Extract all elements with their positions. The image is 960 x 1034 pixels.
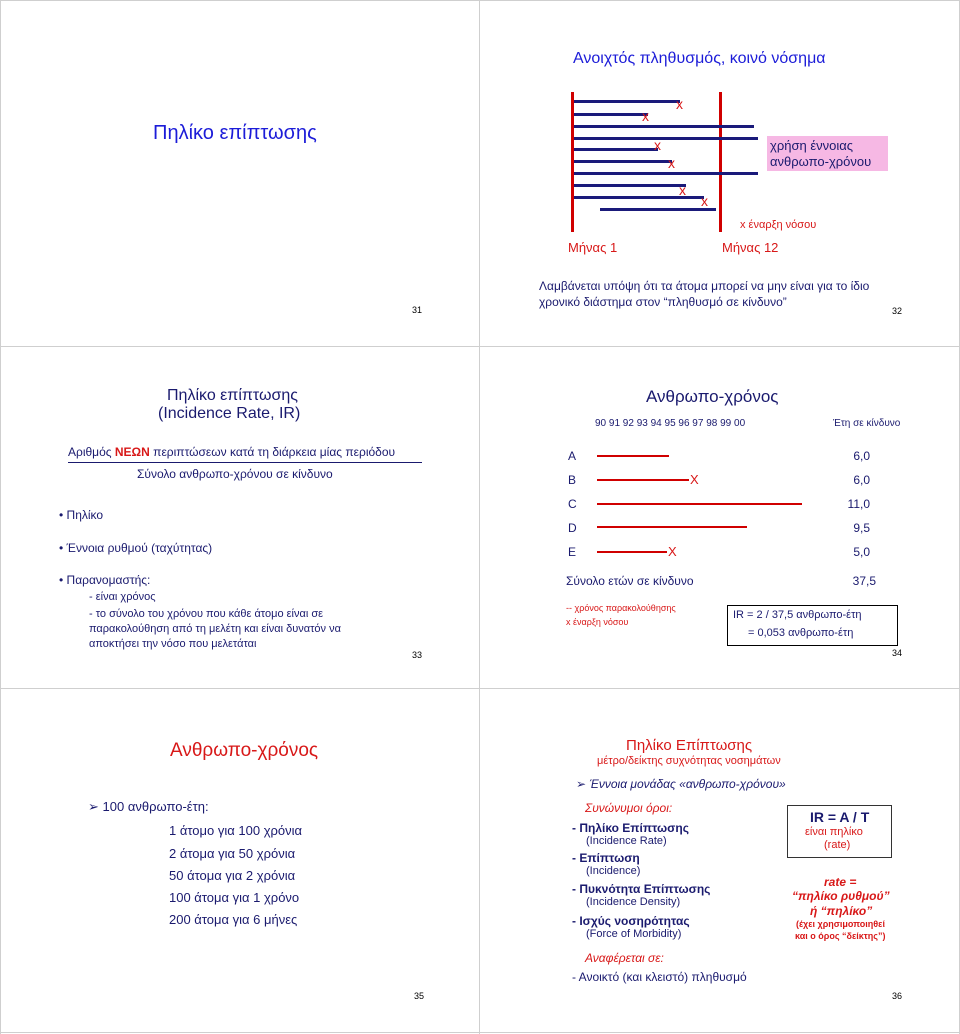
list-item: 1 άτομο για 100 χρόνια [169, 823, 303, 838]
page-number: 34 [892, 648, 903, 658]
concept-line: ➢ Έννοια μονάδας «ανθρωπο-χρόνου» [576, 777, 786, 791]
slide-title: Πηλίκο επίπτωσης [167, 387, 298, 404]
onset-marker: x [679, 182, 686, 198]
sub-item: αποκτήσει την νόσο που μελετάται [89, 638, 257, 650]
frame-center [479, 0, 480, 1034]
page-number: 31 [412, 305, 423, 315]
note-line: χρονικό διάστημα στον “πληθυσμό σε κίνδυνο” [539, 295, 787, 309]
formula-denominator: Σύνολο ανθρωπο-χρόνου σε κίνδυνο [137, 467, 333, 481]
month-12-label: Μήνας 12 [722, 240, 779, 255]
onset-marker: x [668, 155, 675, 171]
synonym-term: - Ισχύς νοσηρότητας [572, 914, 690, 928]
row-value: 6,0 [853, 473, 870, 487]
slide-subtitle: (Incidence Rate, IR) [158, 405, 301, 422]
bullet-item: • Πηλίκο [59, 508, 104, 522]
ir-line: IR = 2 / 37,5 ανθρωπο-έτη [733, 609, 862, 621]
slide-title: Πηλίκο Επίπτωσης [626, 737, 753, 754]
synonym-english: (Incidence Density) [586, 896, 681, 908]
row-value: 5,0 [853, 545, 870, 559]
arrow-bullet-icon: ➢ [576, 777, 587, 791]
row-value: 6,0 [853, 449, 870, 463]
slide-subtitle: μέτρο/δείκτης συχνότητας νοσημάτων [597, 755, 781, 767]
fraction-bar [68, 462, 422, 463]
ir-formula: IR = A / T [810, 809, 870, 825]
followup-bar [597, 551, 667, 553]
onset-marker: x [654, 137, 661, 153]
end-marker-line [719, 92, 722, 232]
followup-line [574, 172, 758, 175]
frame-left [0, 0, 1, 1034]
slide-title: Ανοιχτός πληθυσμός, κοινό νόσημα [573, 50, 826, 67]
onset-marker: X [668, 544, 677, 559]
callout-line: ανθρωπο-χρόνου [770, 154, 872, 169]
page-number: 32 [892, 306, 903, 316]
followup-line [600, 208, 716, 211]
callout-line: χρήση έννοιας [770, 138, 854, 153]
rate-note: και ο όρος “δείκτης”) [795, 931, 886, 941]
list-heading: ➢ 100 ανθρωπο-έτη: [88, 799, 209, 814]
slide-title: Πηλίκο επίπτωσης [153, 122, 317, 144]
sub-item: - είναι χρόνος [89, 591, 156, 603]
year-scale: 90 91 92 93 94 95 96 97 98 99 00 [595, 418, 746, 429]
row-label: E [568, 545, 577, 559]
legend-line: -- χρόνος παρακολούθησης [566, 603, 676, 613]
followup-line [574, 125, 754, 128]
slide-title: Ανθρωπο-χρόνος [170, 740, 319, 761]
row-label: C [568, 497, 577, 511]
page-number: 36 [892, 991, 903, 1001]
followup-bar [597, 503, 802, 505]
years-at-risk-label: Έτη σε κίνδυνο [833, 418, 901, 429]
followup-line [574, 148, 658, 151]
row-value: 11,0 [847, 497, 870, 511]
page-number: 35 [414, 991, 425, 1001]
synonym-term: - Επίπτωση [572, 851, 640, 865]
refers-item: - Ανοικτό (και κλειστό) πληθυσμό [572, 970, 747, 984]
synonym-english: (Incidence Rate) [586, 835, 667, 847]
onset-marker: X [690, 472, 699, 487]
list-item: 200 άτομα για 6 μήνες [169, 912, 298, 927]
row-label: A [568, 449, 577, 463]
frame-bottom [0, 1032, 960, 1033]
list-item: 50 άτομα για 2 χρόνια [169, 868, 296, 883]
rate-note: “πηλίκο ρυθμού” [792, 889, 890, 903]
frame-top [0, 0, 960, 1]
row-divider-2 [0, 688, 960, 689]
onset-marker: x [676, 96, 683, 112]
synonym-english: (Force of Morbidity) [586, 928, 682, 940]
followup-line [574, 113, 648, 116]
list-item: 2 άτομα για 50 χρόνια [169, 846, 296, 861]
page-number: 33 [412, 650, 423, 660]
rate-note: ή “πηλίκο” [810, 904, 873, 918]
followup-line [574, 184, 686, 187]
row-label: B [568, 473, 577, 487]
onset-marker: x [642, 108, 649, 124]
refers-heading: Αναφέρεται σε: [585, 951, 664, 965]
followup-line [574, 100, 680, 103]
onset-legend: x έναρξη νόσου [740, 219, 817, 231]
note-line: Λαμβάνεται υπόψη ότι τα άτομα μπορεί να μην είναι για το ίδιο [539, 279, 870, 293]
synonyms-heading: Συνώνυμοι όροι: [585, 801, 673, 815]
rate-note: (έχει χρησιμοποιηθεί [796, 919, 885, 929]
row-divider-1 [0, 346, 960, 347]
list-item: 100 άτομα για 1 χρόνο [169, 890, 300, 905]
rate-note: rate = [824, 875, 857, 889]
legend-line: x έναρξη νόσου [566, 617, 629, 627]
ir-line: = 0,053 ανθρωπο-έτη [748, 627, 854, 639]
followup-bar [597, 479, 689, 481]
synonym-term: - Πυκνότητα Επίπτωσης [572, 882, 711, 896]
synonym-term: - Πηλίκο Επίπτωσης [572, 821, 689, 835]
followup-line [574, 137, 758, 140]
ir-formula-note: είναι πηλίκο [805, 826, 863, 838]
bullet-item: • Έννοια ρυθμού (ταχύτητας) [59, 541, 213, 555]
slide-title: Ανθρωπο-χρόνος [646, 387, 779, 406]
followup-line [574, 160, 672, 163]
month-1-label: Μήνας 1 [568, 240, 618, 255]
row-value: 9,5 [853, 521, 870, 535]
total-label: Σύνολο ετών σε κίνδυνο [566, 574, 694, 588]
onset-marker: x [701, 193, 708, 209]
sub-item: παρακολούθηση από τη μελέτη και είναι δυνατόν να [89, 623, 341, 635]
sub-item: - το σύνολο του χρόνου που κάθε άτομο είναι σε [89, 608, 324, 620]
row-label: D [568, 521, 577, 535]
formula-numerator: Αριθμός ΝΕΩΝ περιπτώσεων κατά τη διάρκεια μίας περιόδου [68, 445, 396, 459]
total-value: 37,5 [852, 574, 876, 588]
ir-formula-note: (rate) [824, 839, 851, 851]
followup-bar [597, 526, 747, 528]
bullet-item: • Παρανομαστής: [59, 573, 151, 587]
synonym-english: (Incidence) [586, 865, 641, 877]
arrow-bullet-icon: ➢ [88, 799, 99, 814]
followup-bar [597, 455, 669, 457]
